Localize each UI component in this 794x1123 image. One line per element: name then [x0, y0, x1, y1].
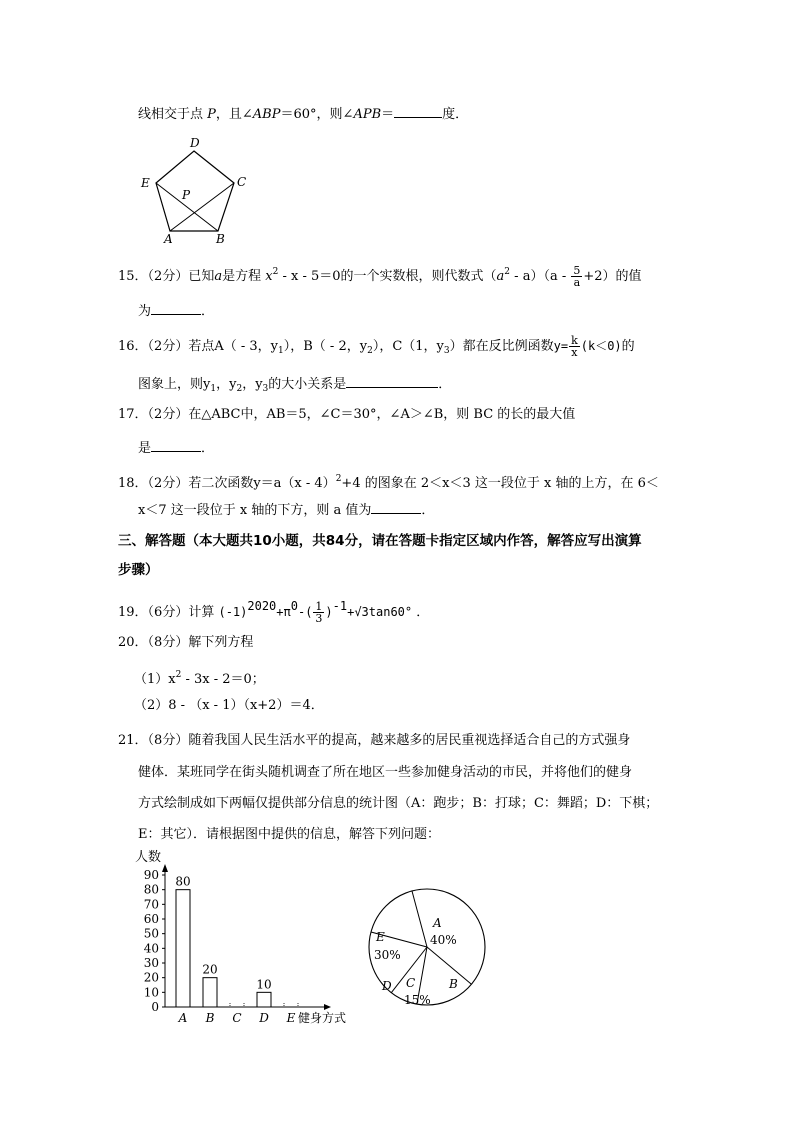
y-tick-label: 40 [143, 941, 159, 956]
y-tick-label: 30 [143, 956, 159, 970]
label-B: B [216, 232, 225, 245]
q18-line1: 18．（2分）若二次函数y＝a（x - 4）$^2$+4 的图象在 2＜x＜3 这一段位于 x 轴的上方，在 6＜ [118, 474, 659, 491]
pentagon-figure [138, 135, 258, 245]
q14-tail: 线相交于点 P，且∠ABP＝60°，则∠APB＝ 度． [138, 103, 468, 125]
fraction-k-over-x: $\frac{k}{x}$ [571, 334, 578, 359]
pie-slice-label-D: D [382, 979, 392, 993]
x-category-label: C [232, 1011, 242, 1025]
x-category-label: D [259, 1011, 269, 1025]
q21-line1: 21．（8分）随着我国人民生活水平的提高，越来越多的居民重视选择适合自己的方式强身 [118, 733, 631, 748]
y-tick-label: 50 [143, 926, 159, 941]
q15-line2: 为 ． [138, 300, 214, 322]
pie-slice-label-E: E [376, 930, 385, 944]
q19: 19．（6分）计算 $(-1)^{2020}+\pi^0-$( $\frac{1}{3}$ )$^{-1}$+√3tan60° ． [118, 599, 430, 625]
y-axis-arrow [162, 864, 168, 872]
bar-chart [115, 845, 355, 1025]
q20-sub2: （2）8 - （x - 1）（x+2）＝4． [134, 698, 324, 713]
q21-line3: 方式绘制成如下两幅仅提供部分信息的统计图（A：跑步；B：打球；C：舞蹈；D：下棋； [138, 796, 659, 811]
y-tick-label: 70 [143, 897, 159, 912]
pentagon-shape [156, 151, 234, 231]
answer-blank[interactable] [346, 373, 438, 388]
answer-blank[interactable] [151, 300, 201, 315]
label-A: A [164, 232, 173, 245]
bar-A [176, 890, 190, 1007]
y-tick-label: 20 [143, 970, 159, 985]
label-P: P [182, 188, 191, 202]
y-tick-label: 10 [143, 985, 159, 1000]
label-E: E [141, 176, 150, 190]
pie-slice-label-C: C [406, 976, 416, 990]
q16-line2: 图象上，则$y_1$，$y_2$，$y_3$的大小关系是 ． [138, 373, 451, 399]
y-tick-label: 90 [143, 868, 159, 882]
pie-slice-percent-C: 15% [404, 993, 431, 1007]
y-tick-label: 0 [151, 1000, 159, 1014]
label-D: D [190, 136, 200, 150]
q17-line1: 17．（2分）在△ABC中，AB＝5，∠C＝30°，∠A＞∠B，则 BC 的长的最大值 [118, 407, 576, 422]
x-axis-arrow [324, 1004, 331, 1010]
q21-line4: E：其它）．请根据图中提供的信息，解答下列问题： [138, 827, 440, 842]
q21-line2: 健体．某班同学在街头随机调查了所在地区一些参加健身活动的市民，并将他们的健身 [138, 765, 633, 780]
bar-value-label: 20 [202, 962, 218, 977]
x-axis-title: 健身方式 [298, 1011, 347, 1025]
answer-blank[interactable] [371, 499, 421, 514]
answer-blank[interactable] [151, 437, 201, 452]
section-3-heading: 三、解答题（本大题共10小题，共84分，请在答题卡指定区域内作答，解答应写出演算 [118, 533, 642, 549]
q16-line1: 16．（2分）若点A（ - 3，$y_1$），B（ - 2，$y_2$），C（1，$y_3$）都在反比例函数y= $\frac{k}{x}$ (k＜0)的 [118, 334, 635, 359]
bar-value-label: 80 [175, 874, 191, 889]
pie-slice-percent-A: 40% [430, 933, 457, 947]
bar-D [257, 992, 271, 1007]
bar-value-label: 10 [256, 977, 272, 992]
pie-slice-label-B: B [449, 977, 458, 991]
diagonal-AC [170, 183, 234, 231]
answer-blank[interactable] [394, 103, 442, 118]
y-axis-title: 人数 [135, 850, 162, 865]
q20-sub1: $(1)x^2 - 3x - 2=0$； [134, 670, 265, 687]
q18-line2: x＜7 这一段位于 x 轴的下方，则 a 值为 ． [138, 499, 434, 521]
q20: 20．（8分）解下列方程 [118, 635, 254, 650]
x-category-label: B [205, 1011, 215, 1025]
x-category-label: A [178, 1011, 188, 1025]
fraction-5-over-a: $\frac{5}{a}$ [573, 264, 581, 289]
pie-slice-percent-E: 30% [374, 948, 401, 962]
y-tick-label: 80 [143, 882, 159, 897]
pie-slice-label-A: A [433, 916, 442, 930]
q17-line2: 是 ． [138, 437, 214, 459]
x-category-label: E [286, 1011, 296, 1025]
q15-line1: 15．（2分）已知a是方程 $x^2 - x - 5=0$的一个实数根，则代数式$(a^2 - a)(a$ - $\frac{5}{a}$ +2）的值 [118, 264, 642, 289]
pie-chart [358, 877, 498, 1017]
section-3-heading-cont: 步骤） [118, 562, 159, 578]
label-C: C [237, 175, 247, 189]
bar-B [203, 978, 217, 1007]
y-tick-label: 60 [143, 912, 159, 926]
fraction-1-over-3: $\frac{1}{3}$ [315, 600, 323, 625]
